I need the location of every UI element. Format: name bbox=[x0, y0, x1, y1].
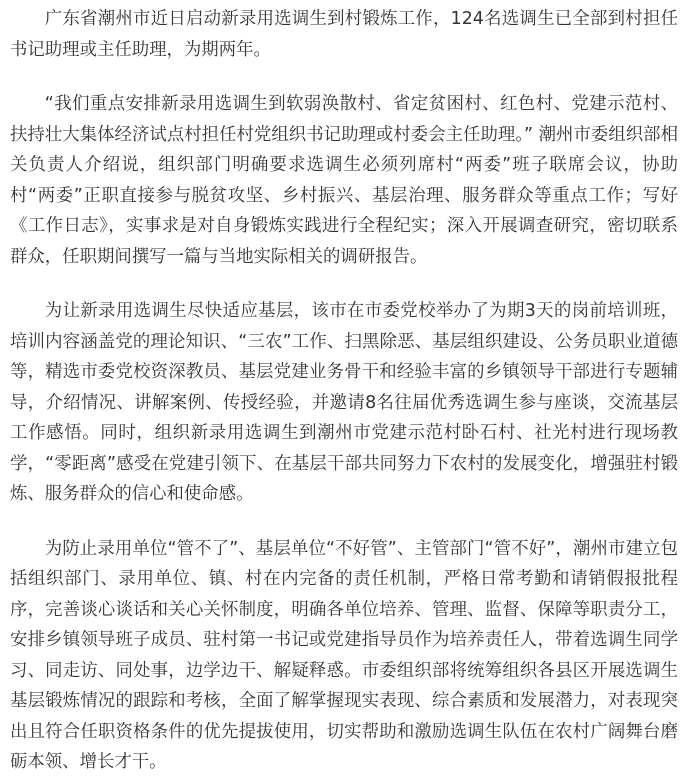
paragraph-management: 为防止录用单位“管不了”、基层单位“不好管”、主管部门“管不好”，潮州市建立包括组织部门、录用单位、镇、村在内完备的责任机制，严格日常考勤和请销假报批程序，完善谈心谈话和关心关怀制度，明确各单位培养、管理、监督、保障等职责分工，安排乡镇领导班子成员、驻村第一书记或党建指导员作为培养责任人，带着选调生同学习、同走访、同处事，边学边干、解疑释惑。市委组织部将统筹组织各县区开展选调生基层锻炼情况的跟踪和考核，全面了解掌握现实表现、综合素质和发展潜力，对表现突出且符合任职资格条件的优先提拔使用，切实帮助和激励选调生队伍在农村广阔舞台磨砺本领、增长才干。 bbox=[10, 538, 678, 772]
paragraph-training: 为让新录用选调生尽快适应基层，该市在市委党校举办了为期3天的岗前培训班，培训内容涵盖党的理论知识、“三农”工作、扫黑除恶、基层组织建设、公务员职业道德等，精选市委党校资深教员、基层党建业务骨干和经验丰富的乡镇领导干部进行专题辅导，介绍情况、讲解案例、传授经验，并邀请8名往届优秀选调生参与座谈，交流基层工作感悟。同时，组织新录用选调生到潮州市党建示范村卧石村、社光村进行现场教学，“零距离”感受在党建引领下、在基层干部共同努力下农村的发展变化，增强驻村锻炼、服务群众的信心和使命感。 bbox=[10, 301, 678, 504]
paragraph-assignment: “我们重点安排新录用选调生到软弱涣散村、省定贫困村、红色村、党建示范村、扶持壮大集体经济试点村担任村党组织书记助理或村委会主任助理。” 潮州市委组织部相关负责人介绍说，组织部门明确要求选调生必须列席村“两委”班子联席会议，协助村“两委”正职直接参与脱贫攻坚、乡村振兴、基层治理、服务群众等重点工作；写好《工作日志》，实事求是对自身锻炼实践进行全程纪实；深入开展调查研究，密切联系群众，任职期间撰写一篇与当地实际相关的调研报告。 bbox=[10, 94, 678, 267]
paragraph-intro: 广东省潮州市近日启动新录用选调生到村锻炼工作，124名选调生已全部到村担任书记助理或主任助理，为期两年。 bbox=[10, 9, 678, 60]
